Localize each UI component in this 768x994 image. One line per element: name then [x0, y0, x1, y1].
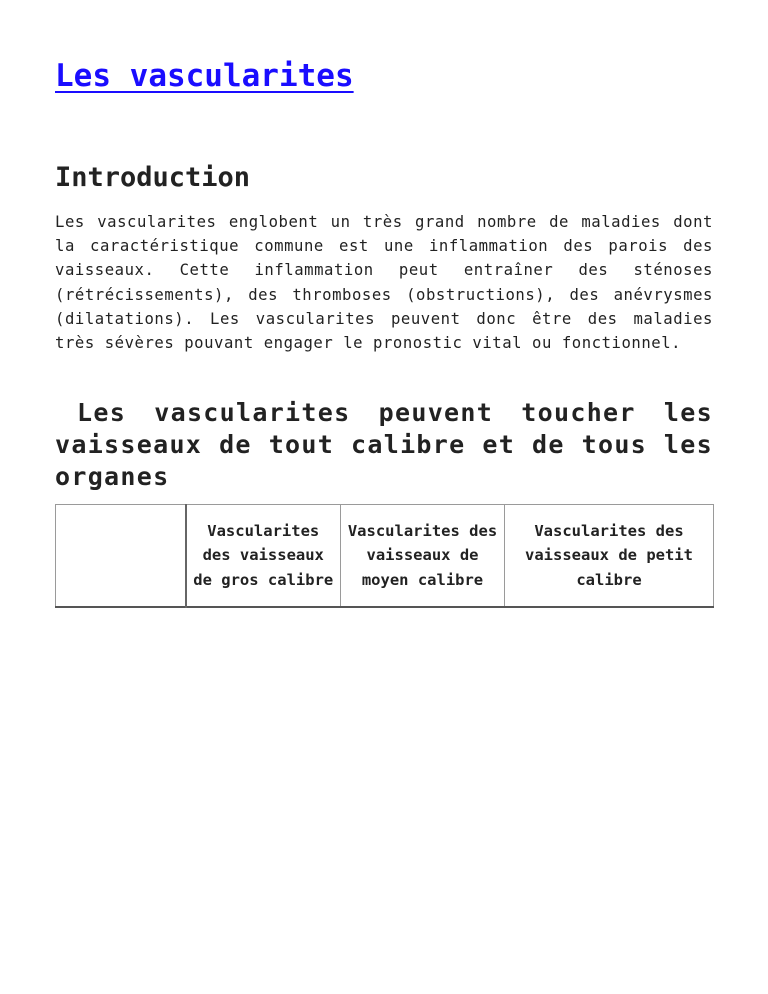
table-header-petit-calibre: Vascularites des vaisseaux de petit calibre — [505, 505, 714, 608]
table-header-gros-calibre: Vascularites des vaisseaux de gros calibre — [186, 505, 341, 608]
table-header-row — [56, 505, 714, 608]
introduction-paragraph: Les vascularites englobent un très grand nombre de maladies dont la caractéristique commune est une inflammation des parois des vaisseaux. Cette inflammation peut entraîner des sténoses (rétrécissements), des thromboses (obstructions), des anévrysmes (dilatations). Les vascularites peuvent donc être des maladies très sévères pouvant engager le pronostic vital ou fonctionnel. — [55, 213, 713, 353]
vessel-caliber-heading: Les vascularites peuvent toucher les vaisseaux de tout calibre et de tous les organes — [55, 398, 713, 491]
introduction-heading: Introduction — [55, 162, 251, 193]
table-header-moyen-calibre: Vascularites des vaisseaux de moyen calibre — [341, 505, 505, 608]
vascularites-table — [55, 504, 714, 608]
page-title-link[interactable]: Les vascularites — [55, 58, 354, 94]
table-corner-cell — [56, 505, 186, 608]
